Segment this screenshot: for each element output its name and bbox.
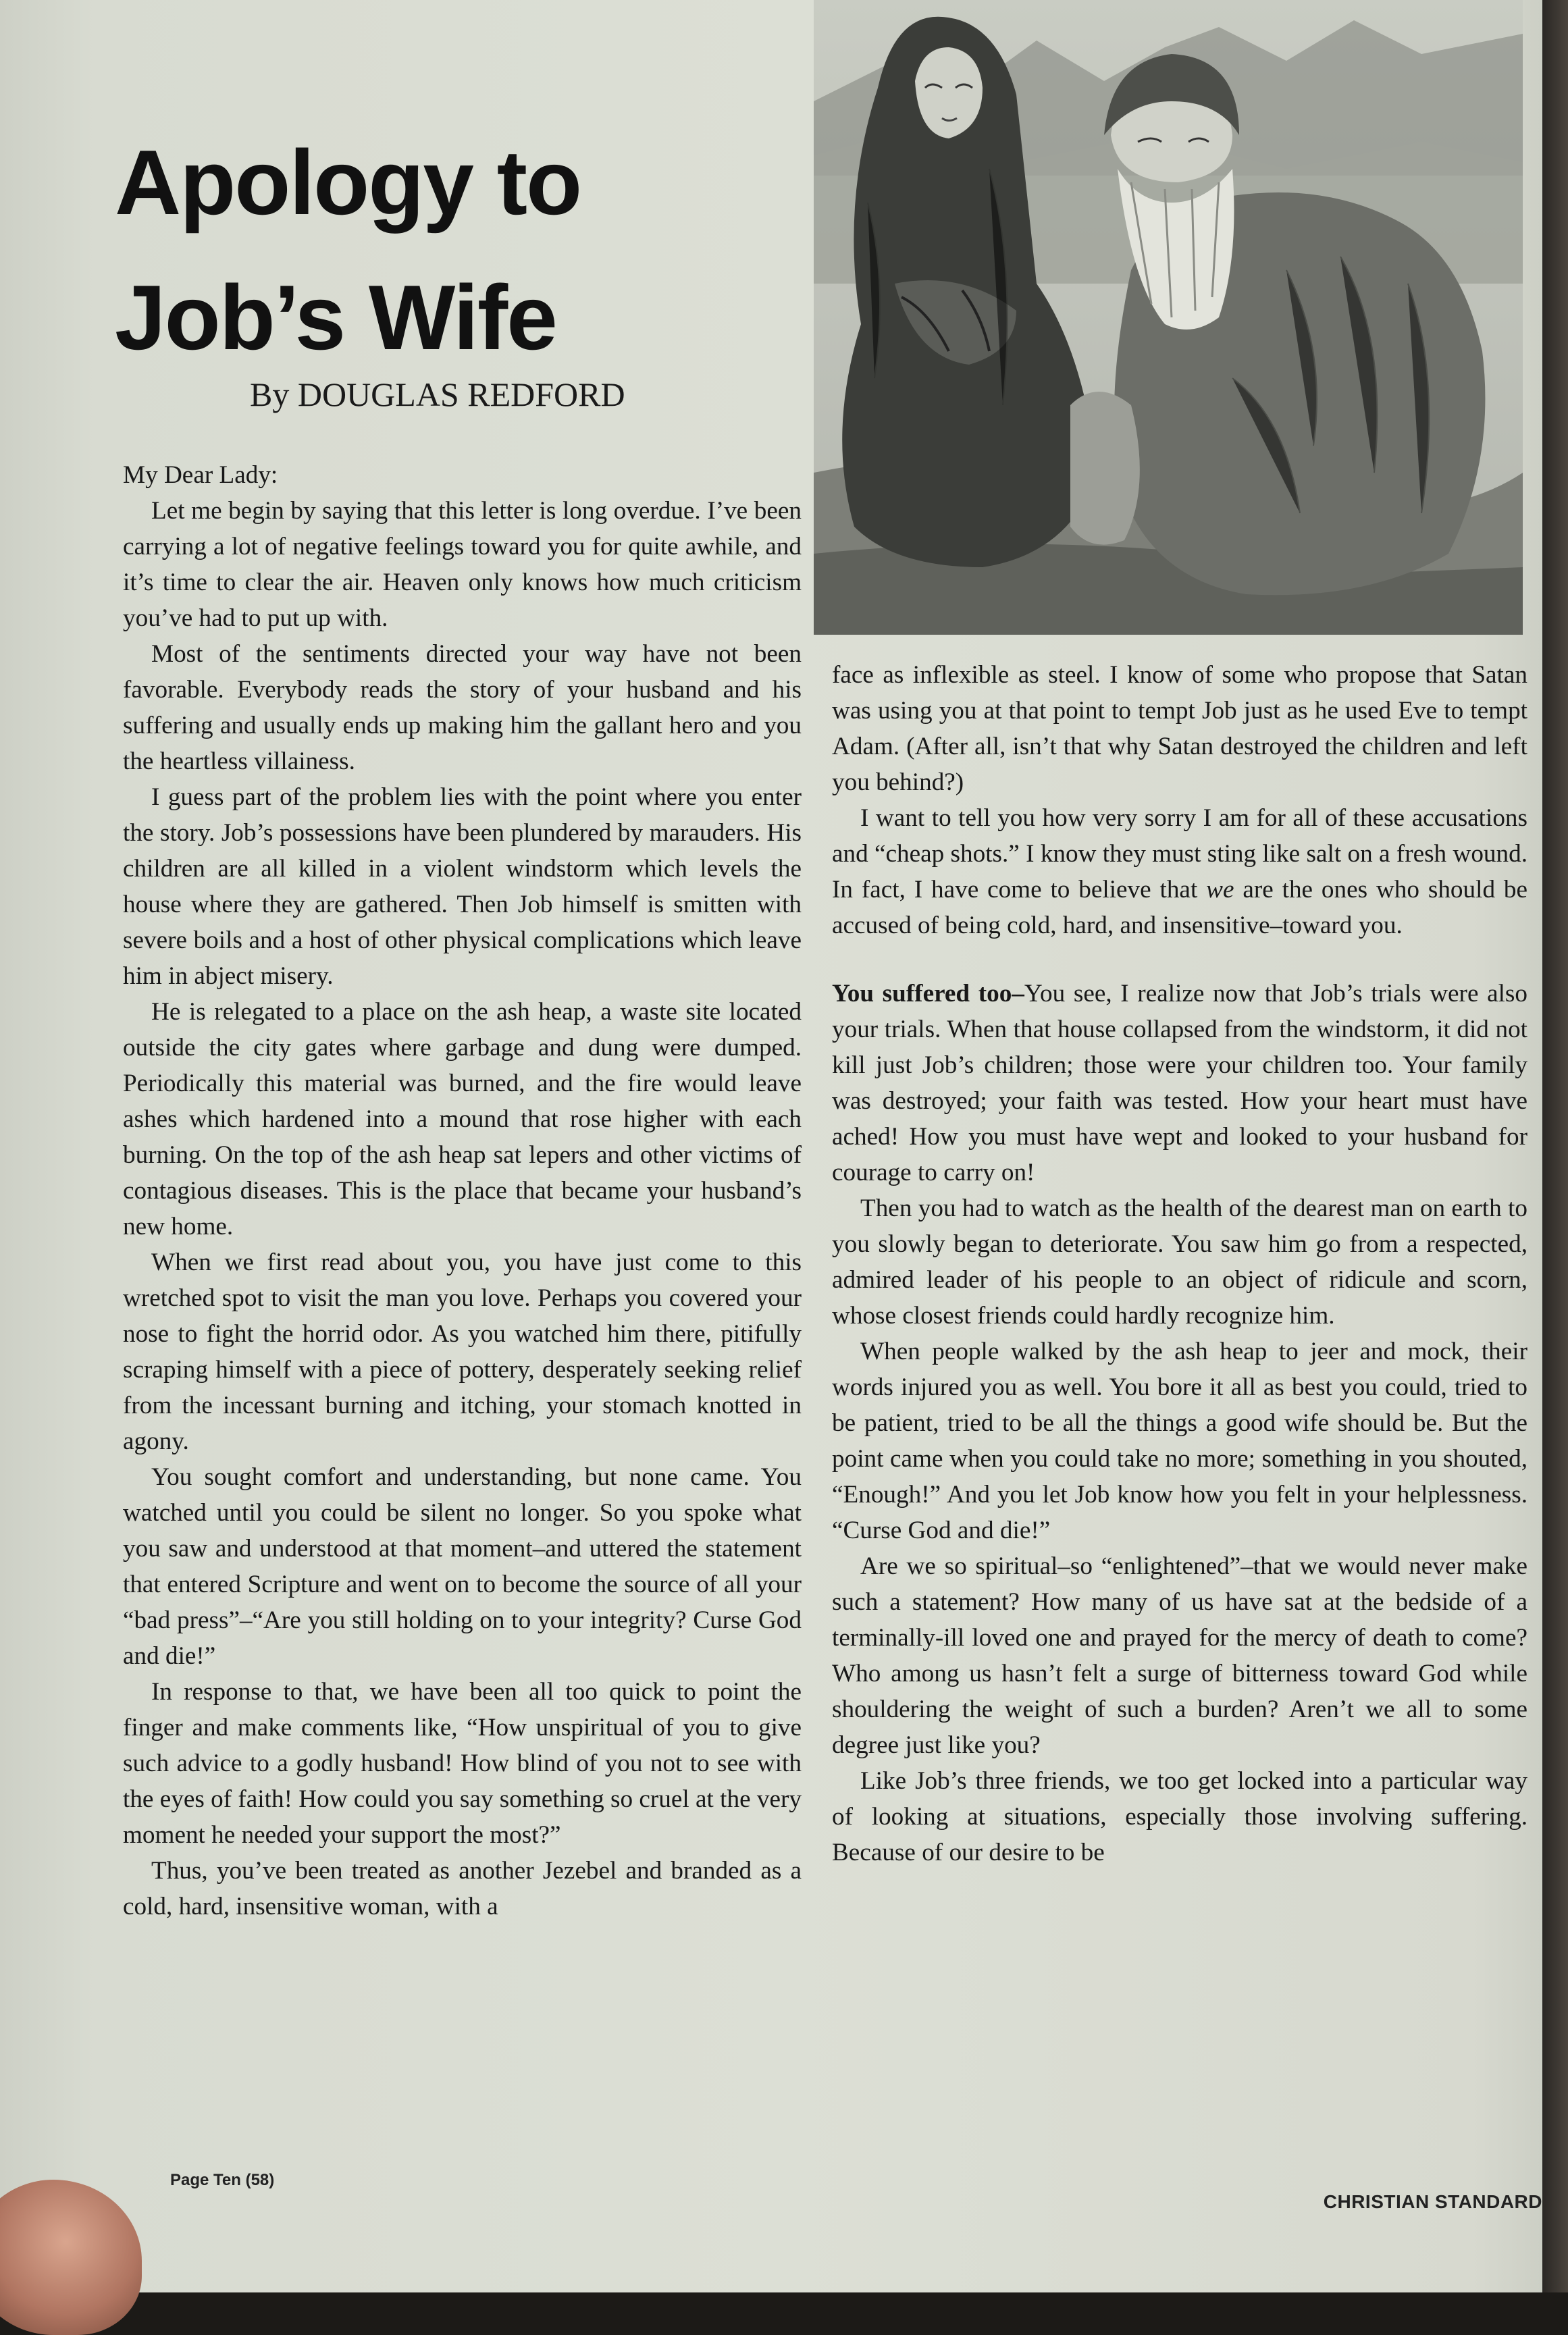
illustration-drawing	[814, 0, 1523, 635]
paragraph: He is relegated to a place on the ash heap, a waste site located outside the city gates where garbage and dung were dumped. Periodically this material was burned, and the fire would leave ashes which hardened into a mound that rose higher with each burning. On the top of the ash heap sat lepers and other victims of contagious diseases. This is the place that became your husband’s new home.	[123, 998, 802, 1240]
paragraph: When people walked by the ash heap to jeer and mock, their words injured you as well. You bore it all as best you could, tried to be patient, tried to be all the things a good wife should be. But the point came when you could take no more; something in you shouted, “Enough!” And you let Job know how you felt in your helplessness. “Curse God and die!”	[832, 1338, 1527, 1544]
paragraph: Are we so spiritual–so “enlightened”–that we would never make such a statement? How many of us have sat at the bedside of a terminally-ill loved one and prayed for the mercy of death to come? Who among us hasn’t felt a surge of bitterness toward God while shouldering the weight of such a burden? Aren’t we all to some degree just like you?	[832, 1552, 1527, 1759]
paragraph: When we first read about you, you have just come to this wretched spot to visit the man you love. Perhaps you covered your nose to fight the horrid odor. As you watched him there, pitifully scraping himself with a piece of pottery, desperately seeking relief from the incessant burning and itching, your stomach knotted in agony.	[123, 1249, 802, 1455]
article-column-right	[832, 657, 1527, 1870]
paragraph: Like Job’s three friends, we too get locked into a particular way of looking at situations, especially those involving suffering. Because of our desire to be	[832, 1767, 1527, 1866]
paragraph: You sought comfort and understanding, but none came. You watched until you could be silent no longer. So you spoke what you saw and understood at that moment–and uttered the statement that entered Scripture and went on to become the source of all your “bad press”–“Are you still holding on to your integrity? Curse God and die!”	[123, 1463, 802, 1670]
paragraph: Thus, you’ve been treated as another Jezebel and branded as a cold, hard, insensitive woman, with a	[123, 1857, 802, 1920]
paragraph: Then you had to watch as the health of the dearest man on earth to you slowly began to deteriorate. You saw him go from a respected, admired leader of his people to an object of ridicule and scorn, whose closest friends could hardly recognize him.	[832, 1195, 1527, 1330]
paragraph: face as inflexible as steel. I know of some who propose that Satan was using you at that point to tempt Job just as he used Eve to tempt Adam. (After all, isn’t that why Satan destroyed the children and left you behind?)	[832, 661, 1527, 796]
section-gap	[832, 943, 1527, 976]
page-edge	[1542, 0, 1568, 2292]
section-heading: You suffered too–	[832, 980, 1024, 1007]
text-run: are the ones who should be accused of being cold, hard, and insensitive–toward you.	[832, 876, 1528, 939]
emphasis: we	[1206, 876, 1234, 903]
paragraph: In response to that, we have been all too quick to point the finger and make comments like, “How unspiritual of you to give such advice to a godly husband! How blind of you not to see with the eyes of faith! How could you say something so cruel at the very moment he needed your support the most?”	[123, 1678, 802, 1849]
article-column-left	[123, 457, 802, 1924]
title-line-2: Job’s Wife	[115, 266, 556, 369]
article-title	[115, 115, 587, 385]
salutation: My Dear Lady:	[123, 461, 278, 489]
page-number: Page Ten (58)	[170, 2171, 275, 2189]
paragraph: Most of the sentiments directed your way have not been favorable. Everybody reads the story of your husband and his suffering and usually ends up making him the gallant hero and you the heartless villainess.	[123, 640, 802, 775]
paragraph	[832, 800, 1527, 943]
title-line-1: Apology to	[115, 131, 581, 234]
paragraph: I guess part of the problem lies with the point where you enter the story. Job’s possessions have been plundered by marauders. His children are all killed in a violent windstorm which levels the house where they are gathered. Then Job himself is smitten with severe boils and a host of other physical complications which leave him in abject misery.	[123, 783, 802, 990]
text-run: You see, I realize now that Job’s trials were also your trials. When that house collapsed from the windstorm, it did not kill just Job’s children; those were your children too. Your family was destroyed; your faith was tested. How your heart must have ached! How you must have wept and looked to your husband for courage to carry on!	[832, 980, 1527, 1186]
text-run: I want to tell you how very sorry I am for all of these accusations and “cheap shots.” I know they must sting like salt on a fresh wound. In fact, I have come to believe that	[832, 804, 1527, 903]
publication-name: CHRISTIAN STANDARD	[1323, 2191, 1542, 2212]
job-and-wife-illustration	[814, 0, 1523, 635]
paragraph: Let me begin by saying that this letter is long overdue. I’ve been carrying a lot of negative feelings toward you for quite awhile, and it’s time to clear the air. Heaven only knows how much criticism you’ve had to put up with.	[123, 497, 802, 632]
byline: By DOUGLAS REDFORD	[250, 375, 625, 413]
paragraph	[832, 976, 1527, 1190]
